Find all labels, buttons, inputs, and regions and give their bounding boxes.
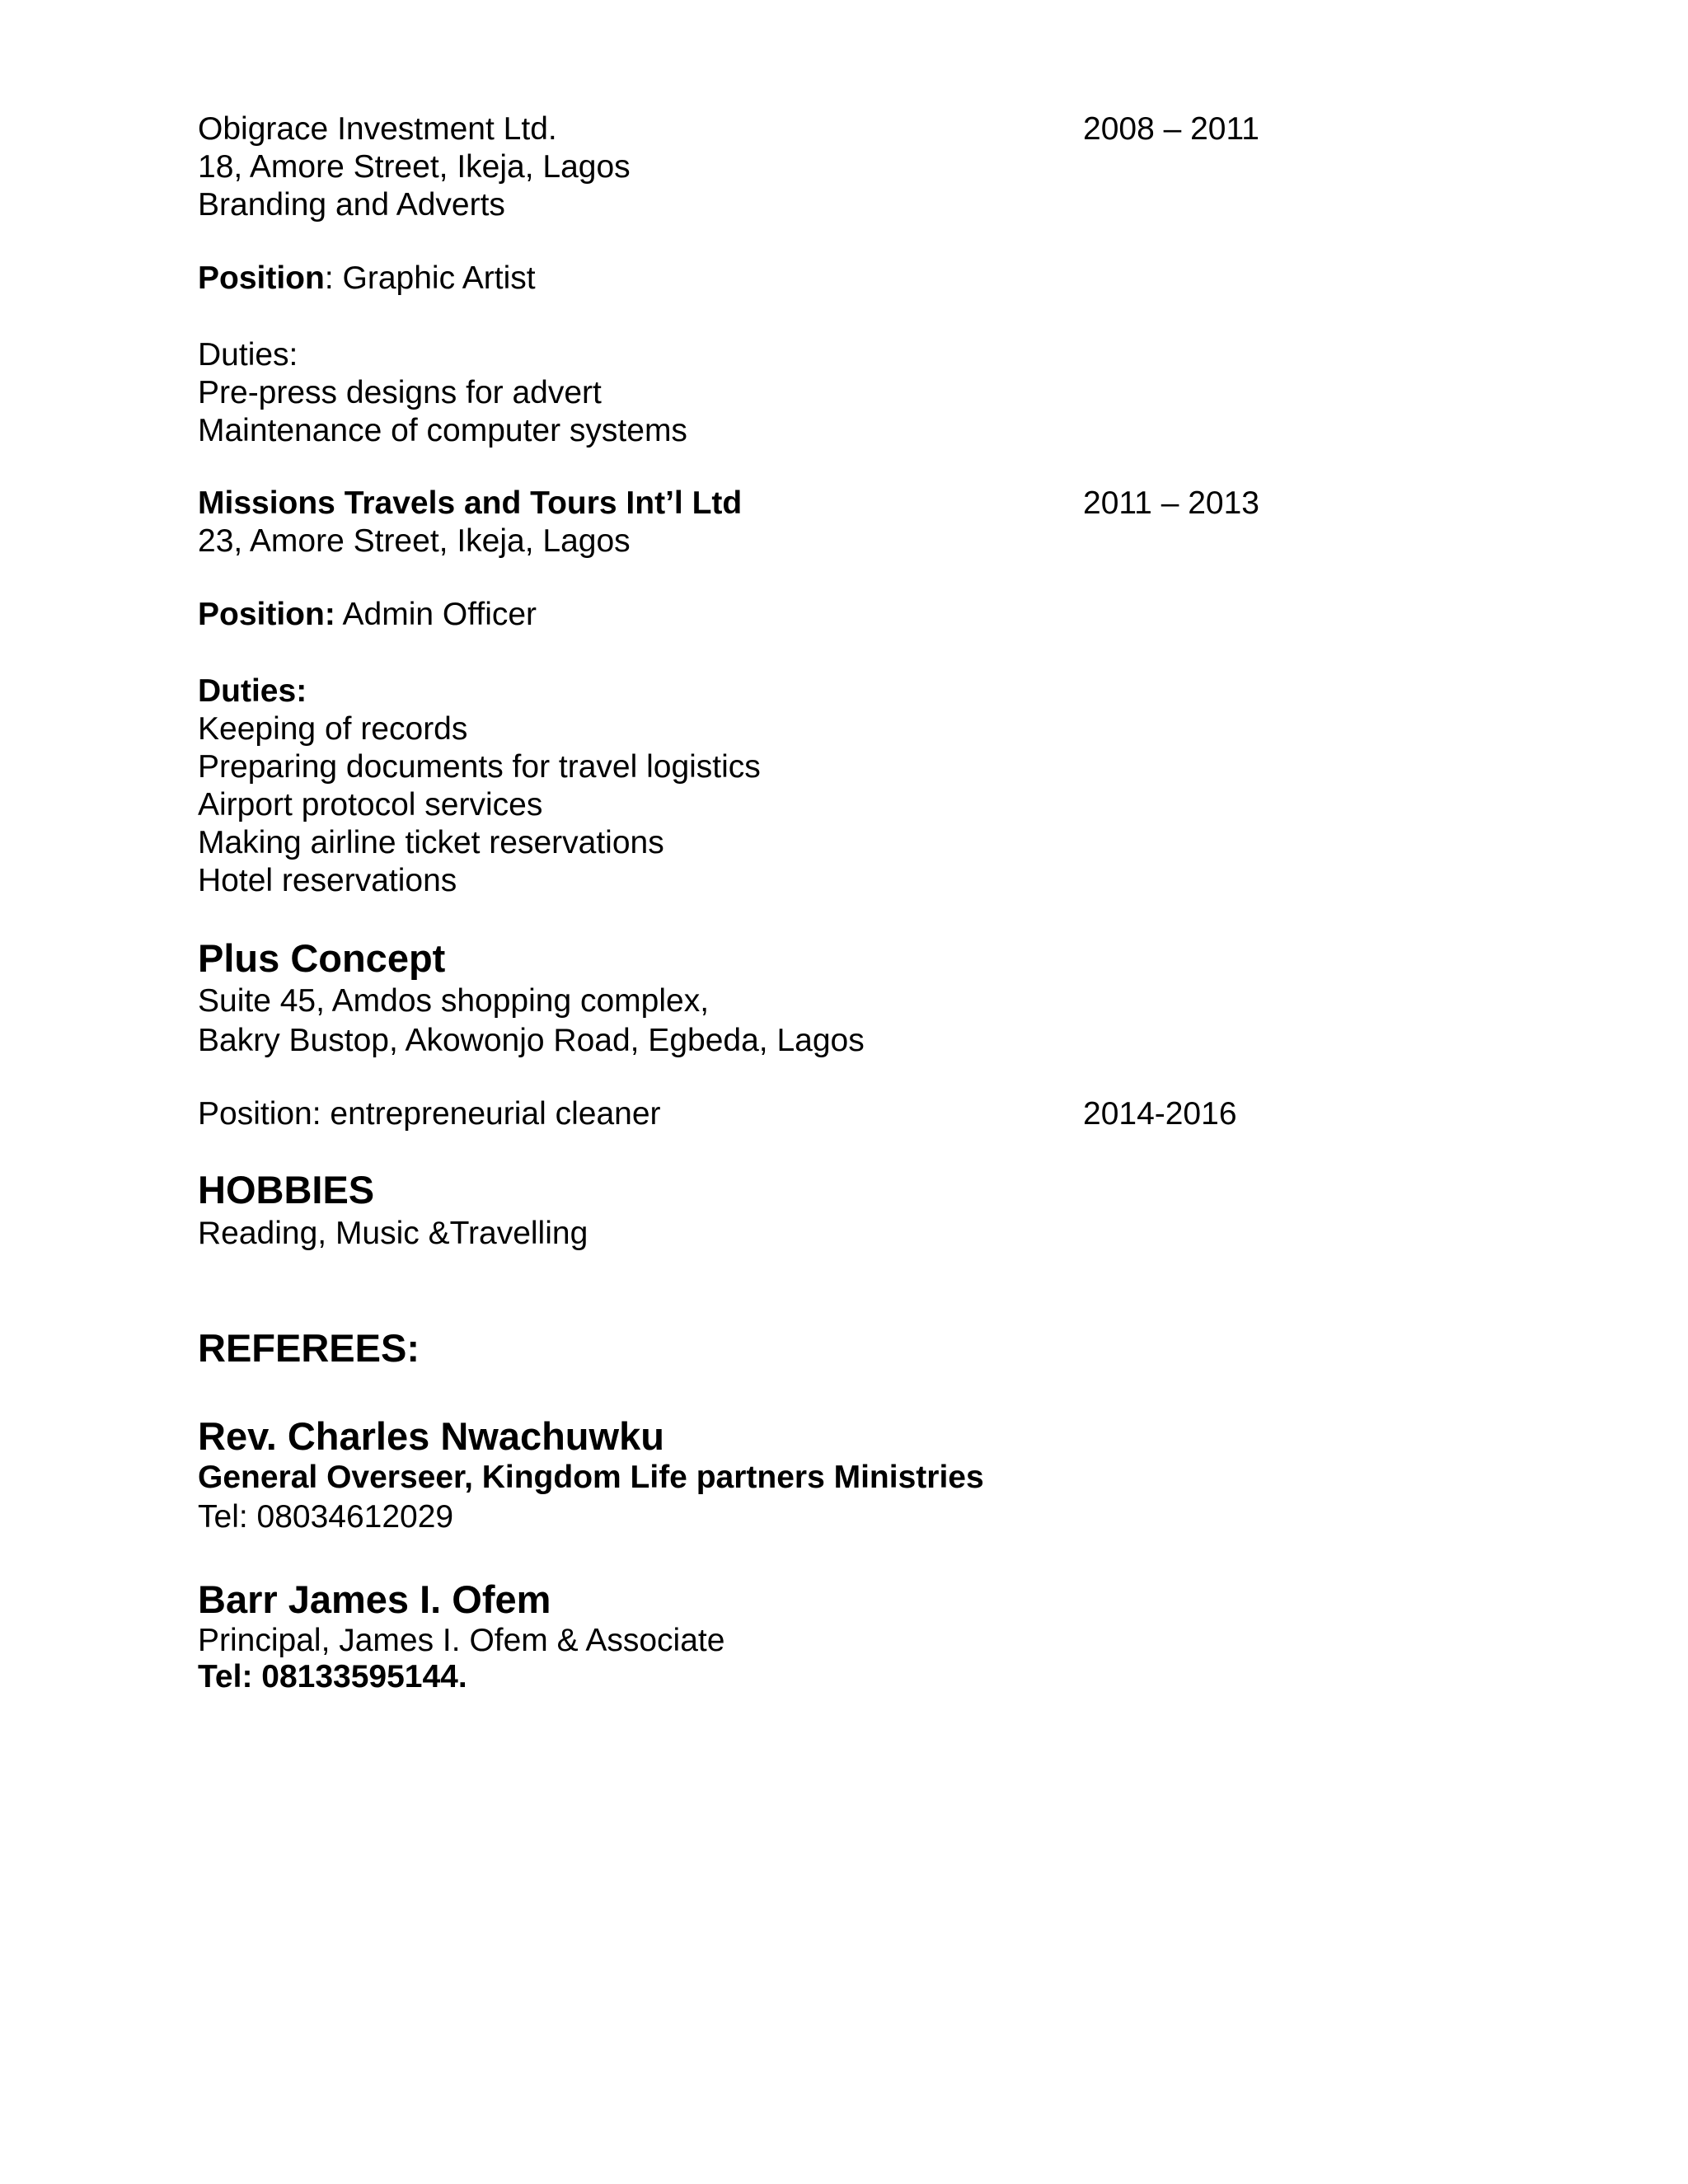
duty-item: Hotel reservations bbox=[198, 863, 457, 898]
referee-tel: Tel: 08133595144. bbox=[198, 1659, 467, 1694]
duty-item: Making airline ticket reservations bbox=[198, 825, 664, 860]
company-name: Missions Travels and Tours Int’l Ltd bbox=[198, 485, 743, 521]
hobbies-text: Reading, Music &Travelling bbox=[198, 1216, 588, 1251]
duty-item: Preparing documents for travel logistics bbox=[198, 749, 761, 785]
referee-title: Principal, James I. Ofem & Associate bbox=[198, 1623, 725, 1658]
company-name: Plus Concept bbox=[198, 936, 446, 980]
company-sector: Branding and Adverts bbox=[198, 187, 505, 223]
duty-item: Pre-press designs for advert bbox=[198, 375, 602, 410]
company-address: 18, Amore Street, Ikeja, Lagos bbox=[198, 149, 631, 185]
position-line bbox=[198, 260, 536, 298]
company-name: Obigrace Investment Ltd. bbox=[198, 111, 557, 147]
position-value: Admin Officer bbox=[335, 597, 537, 632]
employment-dates: 2014-2016 bbox=[1083, 1096, 1237, 1132]
duty-item: Keeping of records bbox=[198, 711, 468, 747]
position-value: : Graphic Artist bbox=[324, 260, 536, 296]
position-line: Position: entrepreneurial cleaner bbox=[198, 1096, 661, 1132]
employment-dates: 2008 – 2011 bbox=[1083, 111, 1259, 147]
position-label: Position bbox=[198, 260, 325, 296]
company-address: Bakry Bustop, Akowonjo Road, Egbeda, Lagos bbox=[198, 1023, 865, 1058]
duty-item: Airport protocol services bbox=[198, 787, 543, 823]
referees-heading: REFEREES: bbox=[198, 1326, 420, 1370]
referee-title: General Overseer, Kingdom Life partners Ministries bbox=[198, 1460, 984, 1495]
referee-name: Barr James I. Ofem bbox=[198, 1577, 551, 1621]
duties-label: Duties: bbox=[198, 673, 307, 709]
duty-item: Maintenance of computer systems bbox=[198, 413, 687, 448]
duties-label: Duties: bbox=[198, 337, 298, 373]
company-address: 23, Amore Street, Ikeja, Lagos bbox=[198, 523, 631, 559]
employment-dates: 2011 – 2013 bbox=[1083, 485, 1259, 521]
referee-name: Rev. Charles Nwachuwku bbox=[198, 1414, 664, 1458]
position-line bbox=[198, 596, 537, 634]
referee-tel: Tel: 08034612029 bbox=[198, 1499, 454, 1535]
hobbies-heading: HOBBIES bbox=[198, 1168, 375, 1212]
company-address: Suite 45, Amdos shopping complex, bbox=[198, 983, 710, 1019]
position-label: Position: bbox=[198, 597, 335, 632]
